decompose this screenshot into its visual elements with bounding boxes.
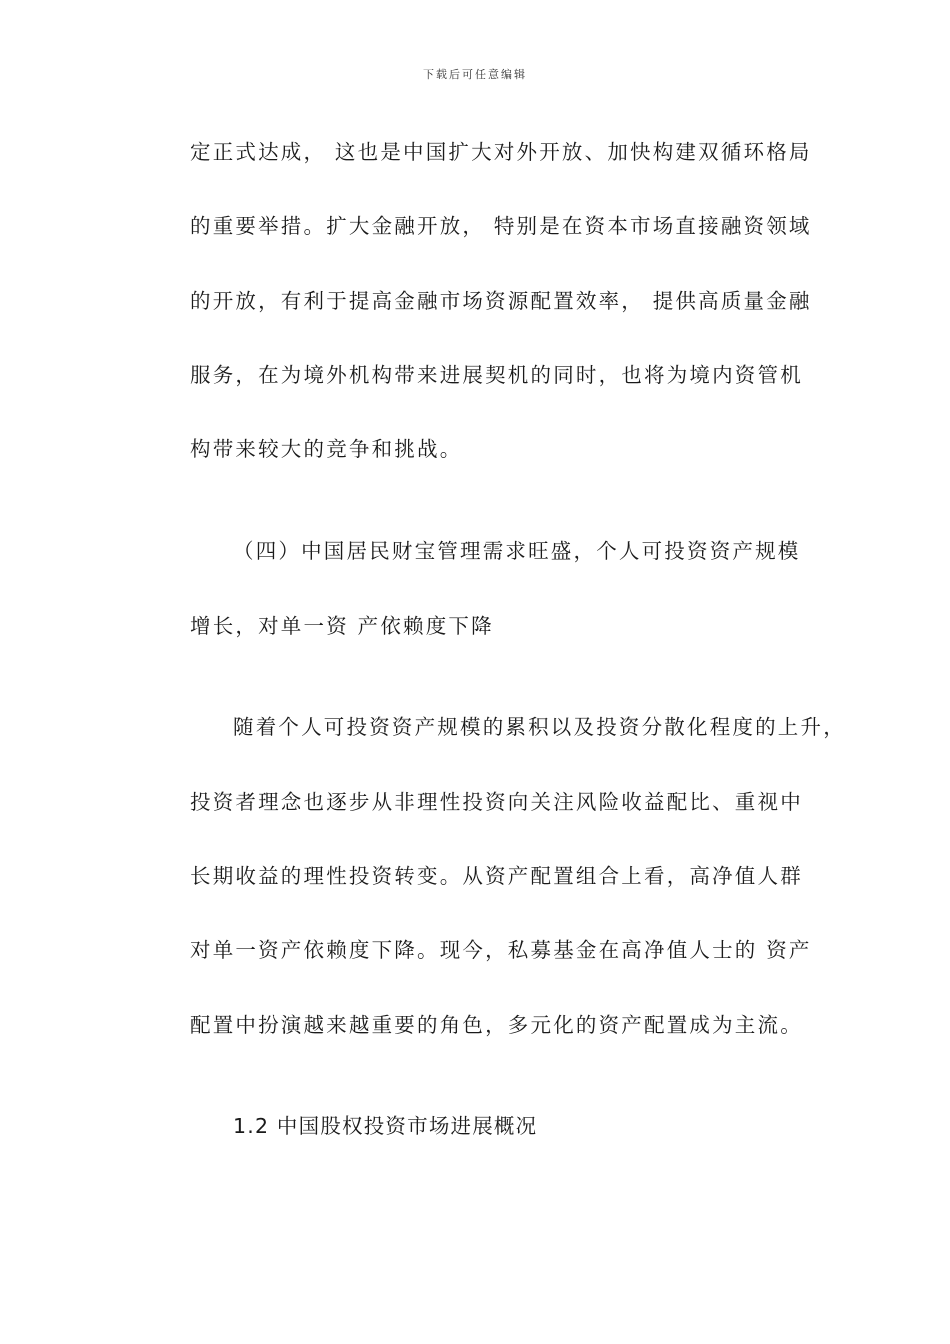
paragraph-1-line: 构带来较大的竞争和挑战。 (190, 437, 463, 461)
paragraph-2-line: 随着个人可投资资产规模的累积以及投资分散化程度的上升， (233, 715, 846, 739)
paragraph-1-line: 服务，在为境外机构带来进展契机的同时，也将为境内资管机 (190, 363, 803, 387)
paragraph-2-line: 对单一资产依赖度下降。现今，私募基金在高净值人士的 资产 (190, 938, 812, 962)
section-heading-line: （四）中国居民财宝管理需求旺盛，个人可投资资产规模 (233, 539, 801, 563)
section-heading-line: 增长，对单一资 产依赖度下降 (190, 614, 494, 638)
paragraph-1-line: 的开放，有利于提高金融市场资源配置效率， 提供高质量金融 (190, 289, 812, 313)
paragraph-2-line: 长期收益的理性投资转变。从资产配置组合上看，高净值人群 (190, 864, 803, 888)
page-header: 下载后可任意编辑 (423, 68, 527, 81)
paragraph-2-line: 配置中扮演越来越重要的角色，多元化的资产配置成为主流。 (190, 1013, 803, 1037)
paragraph-1-line: 的重要举措。扩大金融开放， 特别是在资本市场直接融资领域 (190, 214, 812, 238)
subsection-heading: 1.2 中国股权投资市场进展概况 (233, 1114, 538, 1138)
paragraph-2-line: 投资者理念也逐步从非理性投资向关注风险收益配比、重视中 (190, 790, 803, 814)
paragraph-1-line: 定正式达成， 这也是中国扩大对外开放、加快构建双循环格局 (190, 140, 812, 164)
